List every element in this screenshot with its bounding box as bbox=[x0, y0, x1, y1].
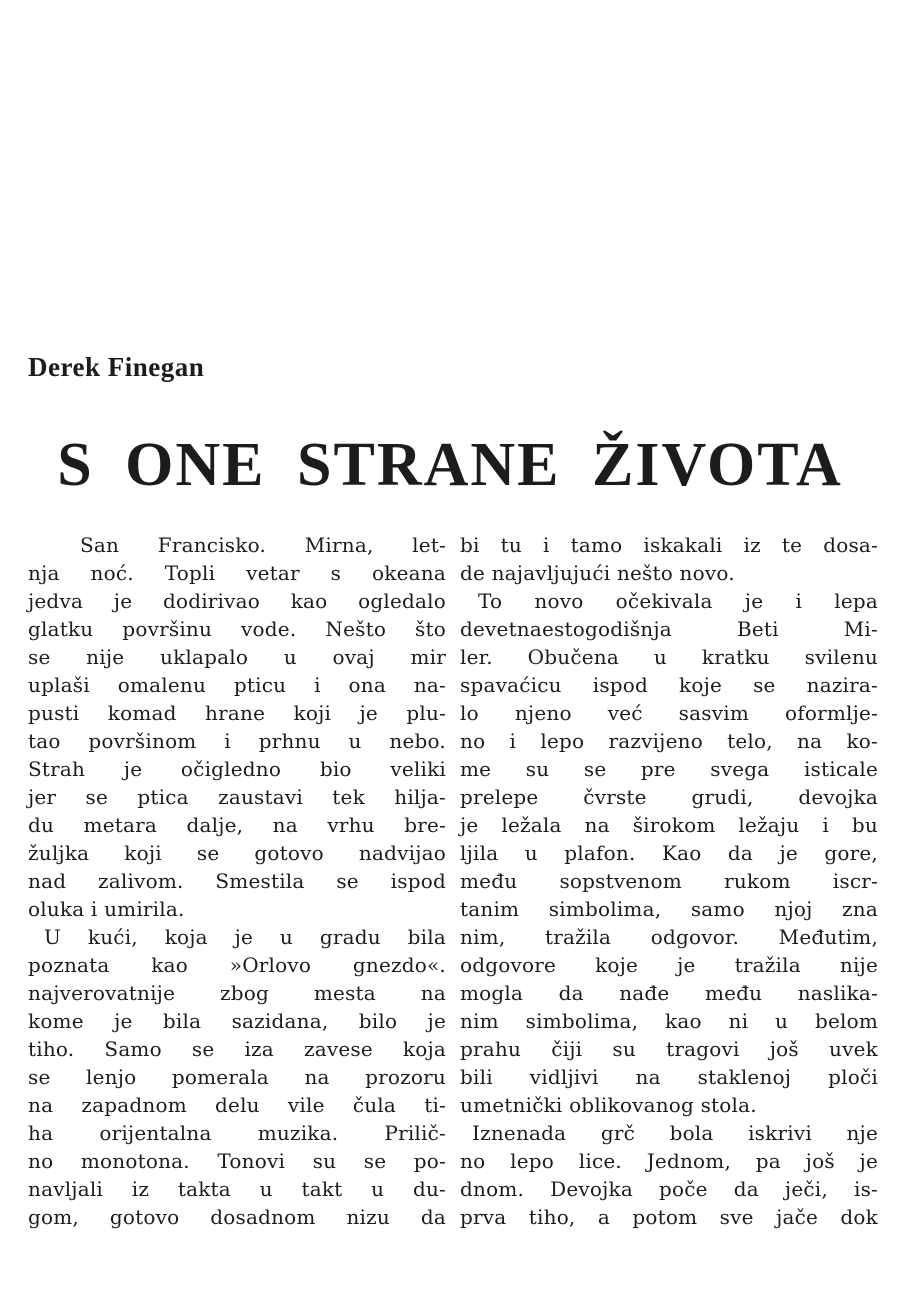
text-line: tiho. Samo se iza zavese koja bbox=[28, 1037, 446, 1061]
text-line: no monotona. Tonovi su se po- bbox=[28, 1149, 446, 1173]
text-line: poznata kao »Orlovo gnezdo«. bbox=[28, 953, 446, 977]
text-line: prahu čiji su tragovi još uvek bbox=[460, 1037, 878, 1061]
text-line: uplaši omalenu pticu i ona na- bbox=[28, 673, 446, 697]
text-line: oluka i umirila. bbox=[28, 897, 185, 921]
text-line: jer se ptica zaustavi tek hilja- bbox=[28, 785, 446, 809]
text-line: najverovatnije zbog mesta na bbox=[28, 981, 446, 1005]
text-line: San Francisko. Mirna, let- bbox=[80, 533, 446, 557]
text-line: glatku površinu vode. Nešto što bbox=[28, 617, 446, 641]
text-line: prelepe čvrste grudi, devojka bbox=[460, 785, 878, 809]
text-line: prva tiho, a potom sve jače dok bbox=[460, 1205, 878, 1229]
text-line: dnom. Devojka poče da ječi, is- bbox=[460, 1177, 878, 1201]
text-line: pusti komad hrane koji je plu- bbox=[28, 701, 446, 725]
text-line: Strah je očigledno bio veliki bbox=[28, 757, 446, 781]
text-line: de najavljujući nešto novo. bbox=[460, 561, 735, 585]
text-columns bbox=[28, 531, 878, 1231]
text-line: se lenjo pomerala na prozoru bbox=[28, 1065, 446, 1089]
text-line: spavaćicu ispod koje se nazira- bbox=[460, 673, 878, 697]
text-line: U kući, koja je u gradu bila bbox=[44, 925, 446, 949]
column-left bbox=[28, 531, 446, 1231]
text-line: nja noć. Topli vetar s okeana bbox=[28, 561, 446, 585]
text-line: jedva je dodirivao kao ogledalo bbox=[28, 589, 446, 613]
text-line: tao površinom i prhnu u nebo. bbox=[28, 729, 446, 753]
text-line: du metara dalje, na vrhu bre- bbox=[28, 813, 446, 837]
text-line: lo njeno već sasvim oformlje- bbox=[460, 701, 878, 725]
text-line: nim, tražila odgovor. Međutim, bbox=[460, 925, 878, 949]
text-line: ler. Obučena u kratku svilenu bbox=[460, 645, 878, 669]
text-line: nad zalivom. Smestila se ispod bbox=[28, 869, 446, 893]
text-line: odgovore koje je tražila nije bbox=[460, 953, 878, 977]
text-line: žuljka koji se gotovo nadvijao bbox=[28, 841, 446, 865]
text-line: je ležala na širokom ležaju i bu bbox=[460, 813, 878, 837]
text-line: kome je bila sazidana, bilo je bbox=[28, 1009, 446, 1033]
text-line: nim simbolima, kao ni u belom bbox=[460, 1009, 878, 1033]
text-line: ljila u plafon. Kao da je gore, bbox=[460, 841, 878, 865]
text-line: bili vidljivi na staklenoj ploči bbox=[460, 1065, 878, 1089]
text-line: mogla da nađe među naslika- bbox=[460, 981, 878, 1005]
text-line: gom, gotovo dosadnom nizu da bbox=[28, 1205, 446, 1229]
author-name: Derek Finegan bbox=[28, 352, 205, 382]
text-line: To novo očekivala je i lepa bbox=[478, 589, 878, 613]
text-line: navljali iz takta u takt u du- bbox=[28, 1177, 446, 1201]
text-line: no lepo lice. Jednom, pa još je bbox=[460, 1149, 878, 1173]
text-line: umetnički oblikovanog stola. bbox=[460, 1093, 757, 1117]
text-line: tanim simbolima, samo njoj zna bbox=[460, 897, 878, 921]
text-line: ha orijentalna muzika. Prilič- bbox=[28, 1121, 446, 1145]
text-line: među sopstvenom rukom iscr- bbox=[460, 869, 878, 893]
text-line: Iznenada grč bola iskrivi nje bbox=[472, 1121, 878, 1145]
text-line: se nije uklapalo u ovaj mir bbox=[28, 645, 446, 669]
page-title: S ONE STRANE ŽIVOTA bbox=[57, 431, 843, 499]
text-line: no i lepo razvijeno telo, na ko- bbox=[460, 729, 878, 753]
text-line: na zapadnom delu vile čula ti- bbox=[28, 1093, 446, 1117]
column-right bbox=[460, 531, 878, 1231]
text-line: me su se pre svega isticale bbox=[460, 757, 878, 781]
text-line: bi tu i tamo iskakali iz te dosa- bbox=[460, 533, 878, 557]
text-line: devetnaestogodišnja Beti Mi- bbox=[460, 617, 878, 641]
